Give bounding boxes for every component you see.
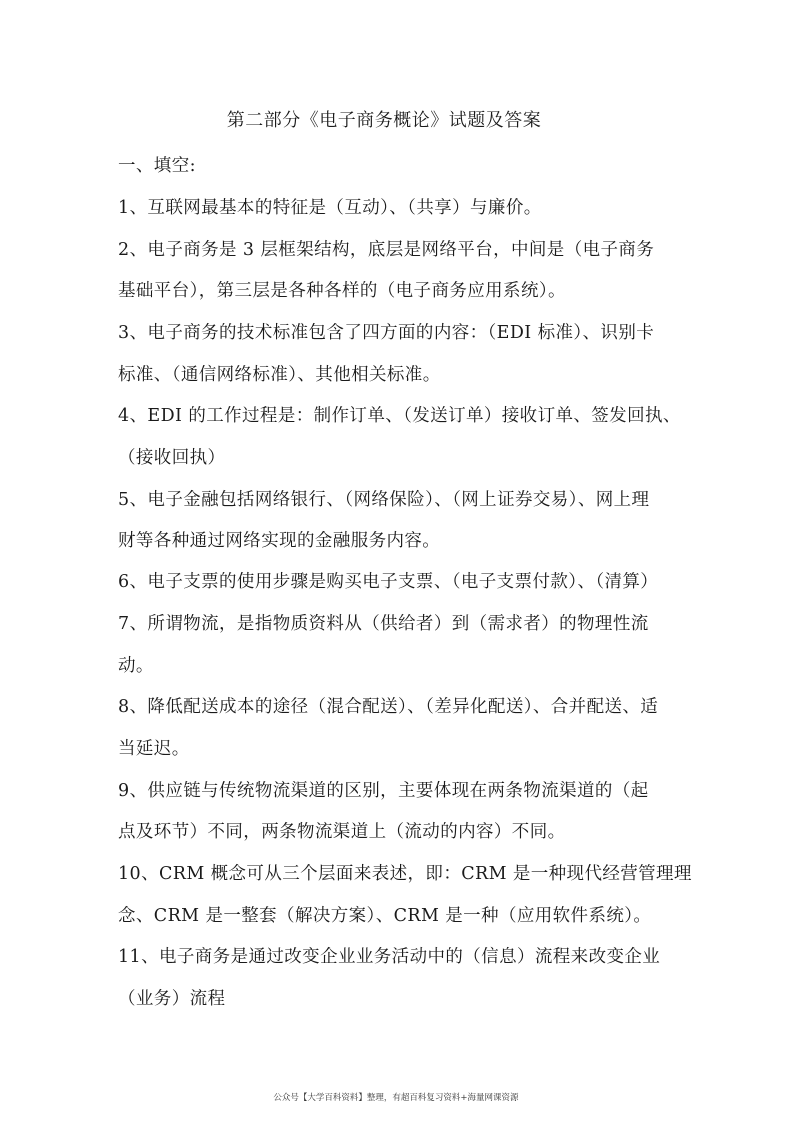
section-heading: 一、填空: [118,156,196,176]
question-line: 1、互联网最基本的特征是（互动）、（共享）与廉价。 [118,198,542,218]
question-line: 念、CRM 是一整套（解决方案）、CRM 是一种（应用软件系统）。 [118,906,652,926]
question-line: 4、EDI 的工作过程是：制作订单、（发送订单）接收订单、签发回执、 [118,406,681,426]
document-title: 第二部分《电子商务概论》试题及答案 [226,110,542,131]
question-line: 7、所谓物流，是指物质资料从（供给者）到（需求者）的物理性流 [118,614,649,634]
question-line: （接收回执） [118,448,226,468]
page-footer: 公众号【大学百科资料】整理，有超百科复习资料+海量网课资源 [273,1093,519,1103]
question-line: （业务）流程 [118,989,226,1009]
question-line: 11、电子商务是通过改变企业业务活动中的（信息）流程来改变企业 [118,947,661,967]
question-line: 6、电子支票的使用步骤是购买电子支票、（电子支票付款）、（清算） [118,572,659,592]
question-line: 点及环节）不同，两条物流渠道上（流动的内容）不同。 [118,822,566,842]
question-line: 标准、（通信网络标准）、其他相关标准。 [118,365,441,385]
question-line: 当延迟。 [118,739,190,759]
question-line: 5、电子金融包括网络银行、（网络保险）、（网上证券交易）、网上理 [118,490,650,510]
question-line: 3、电子商务的技术标准包含了四方面的内容：（EDI 标准）、识别卡 [118,323,655,343]
question-line: 财等各种通过网络实现的金融服务内容。 [118,531,441,551]
question-line: 动。 [118,656,154,676]
question-line: 10、CRM 概念可从三个层面来表述，即：CRM 是一种现代经营管理理 [118,864,692,884]
question-line: 基础平台），第三层是各种各样的（电子商务应用系统）。 [118,281,566,301]
question-line: 2、电子商务是 3 层框架结构，底层是网络平台，中间是（电子商务 [118,240,655,260]
question-line: 9、供应链与传统物流渠道的区别，主要体现在两条物流渠道的（起 [118,781,649,801]
question-line: 8、降低配送成本的途径（混合配送）、（差异化配送）、合并配送、适 [118,697,659,717]
